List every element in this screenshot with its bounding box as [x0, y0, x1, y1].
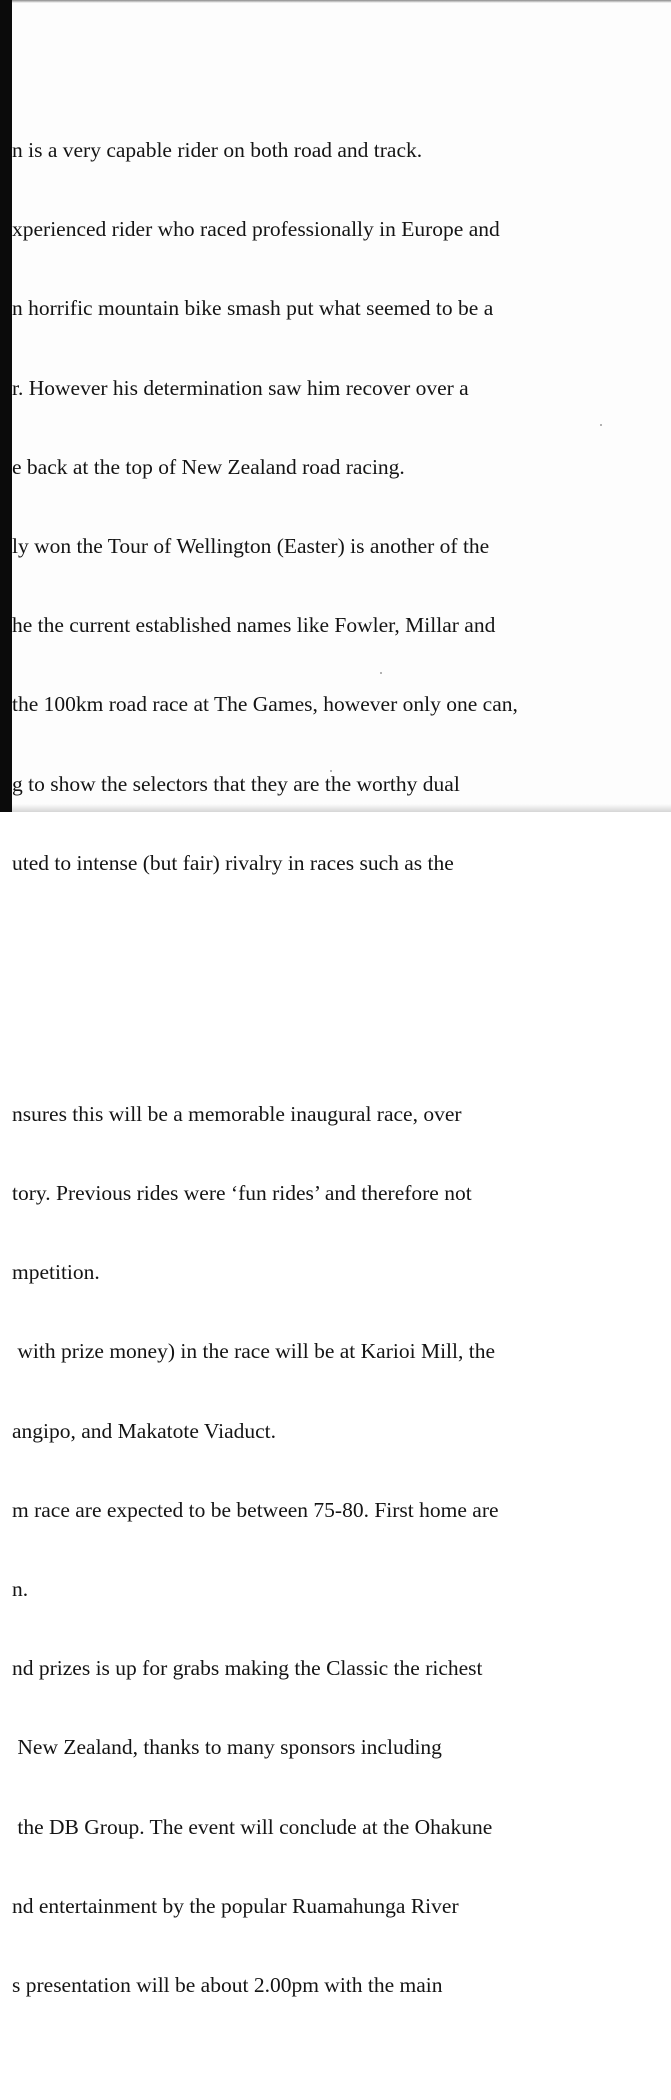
text-line: mpetition. — [12, 1260, 100, 1285]
text-line: nsures this will be a memorable inaugural race, over — [12, 1101, 462, 1126]
text-line: g to show the selectors that they are the worthy dual — [12, 771, 460, 796]
text-line: n. — [12, 1577, 29, 1601]
text-line: e back at the top of New Zealand road racing. — [12, 454, 405, 479]
text-line: New Zealand, thanks to many sponsors including — [12, 1735, 442, 1760]
text-line: n is a very capable rider on both road and track. — [12, 138, 423, 162]
text-line: tory. Previous rides were ‘fun rides’ and therefore not — [12, 1181, 472, 1206]
text-line: angipo, and Makatote Viaduct. — [12, 1418, 277, 1443]
text-line: m race are expected to be between 75-80. First home are — [12, 1497, 499, 1522]
paragraph-1 — [12, 86, 671, 928]
scan-left-border — [0, 0, 12, 812]
scan-speck — [600, 424, 602, 426]
text-line: r. However his determination saw him recover over a — [12, 375, 469, 400]
scan-speck — [330, 770, 332, 772]
text-line: n horrific mountain bike smash put what seemed to be a — [12, 296, 494, 321]
text-line: nd entertainment by the popular Ruamahunga River — [12, 1893, 459, 1918]
text-line: the 100km road race at The Games, however only one can, — [12, 692, 518, 717]
text-line: with prize money) in the race will be at Karioi Mill, the — [12, 1339, 496, 1364]
text-line: the DB Group. The event will conclude at the Ohakune — [12, 1814, 493, 1839]
article-text — [12, 36, 671, 2100]
paragraph-2 — [12, 1050, 671, 2050]
text-line: uted to intense (but fair) rivalry in races such as the — [12, 850, 454, 875]
paragraph-gap — [12, 978, 671, 1000]
text-line: he the current established names like Fowler, Millar and — [12, 613, 496, 638]
text-line: s presentation will be about 2.00pm with the main — [12, 1972, 443, 1997]
scan-speck — [380, 672, 382, 674]
scan-top-edge — [12, 0, 671, 3]
text-line: xperienced rider who raced professionally in Europe and — [12, 217, 500, 242]
scan-bottom-edge — [12, 804, 671, 812]
text-line: nd prizes is up for grabs making the Classic the richest — [12, 1656, 483, 1681]
text-line: ly won the Tour of Wellington (Easter) is another of the — [12, 533, 490, 558]
